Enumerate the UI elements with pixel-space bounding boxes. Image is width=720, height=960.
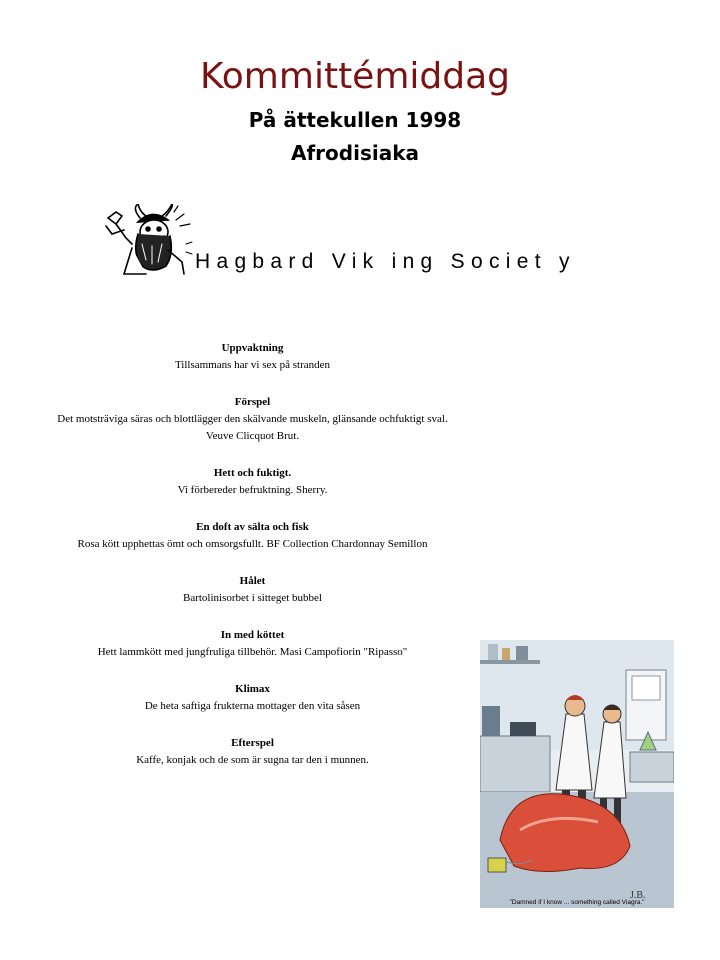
course-title: Uppvaktning (221, 342, 284, 354)
cartoon-caption: "Damned if I know ... something called Viagra." (509, 899, 645, 906)
menu-course (0, 627, 505, 661)
course-title: Efterspel (231, 737, 274, 749)
course-title: Hett och fuktigt. (213, 467, 292, 479)
course-description: Kaffe, konjak och de som är sugna tar den i munnen. (136, 754, 369, 766)
course-title: Hålet (239, 575, 266, 587)
course-description: De heta saftiga frukterna mottager den vita såsen (144, 700, 361, 712)
theme-subtitle: Afrodisiaka (290, 141, 419, 165)
svg-text:J.B.: J.B. (630, 890, 646, 901)
course-description: Hett lammkött med jungfruliga tillbehör. Masi Campofiorin "Ripasso" (97, 646, 408, 658)
menu-course (0, 573, 505, 607)
course-title: Klimax (235, 683, 270, 695)
menu-course (0, 394, 505, 445)
course-description: Rosa kött upphettas ömt och omsorgsfullt. BF Collection Chardonnay Semillon (77, 538, 428, 550)
menu-course (0, 340, 505, 374)
course-description: Bartolinisorbet i sitteget bubbel (182, 592, 322, 604)
menu-course (0, 681, 505, 715)
menu-list (0, 340, 505, 789)
society-name: Hagbard Vik ing Societ y (195, 250, 576, 273)
course-description: Vi förbereder befruktning. Sherry. (177, 484, 328, 496)
course-title: En doft av sälta och fisk (196, 521, 309, 533)
course-title: Förspel (234, 396, 271, 408)
menu-course (0, 735, 505, 769)
menu-course (0, 519, 505, 553)
course-description: Veuve Clicquot Brut. (205, 430, 300, 442)
viking-cartoon-icon (102, 204, 194, 276)
page-title: Kommittémiddag (199, 56, 511, 97)
course-title: In med köttet (220, 629, 285, 641)
event-subtitle: På ättekullen 1998 (248, 108, 462, 132)
course-description: Tillsammans har vi sex på stranden (174, 359, 331, 371)
menu-course (0, 465, 505, 499)
course-description: Det motsträviga säras och blottlägger den skälvande muskeln, glänsande ochfuktigt sval. (57, 413, 448, 425)
lab-cartoon-illustration (480, 640, 674, 908)
